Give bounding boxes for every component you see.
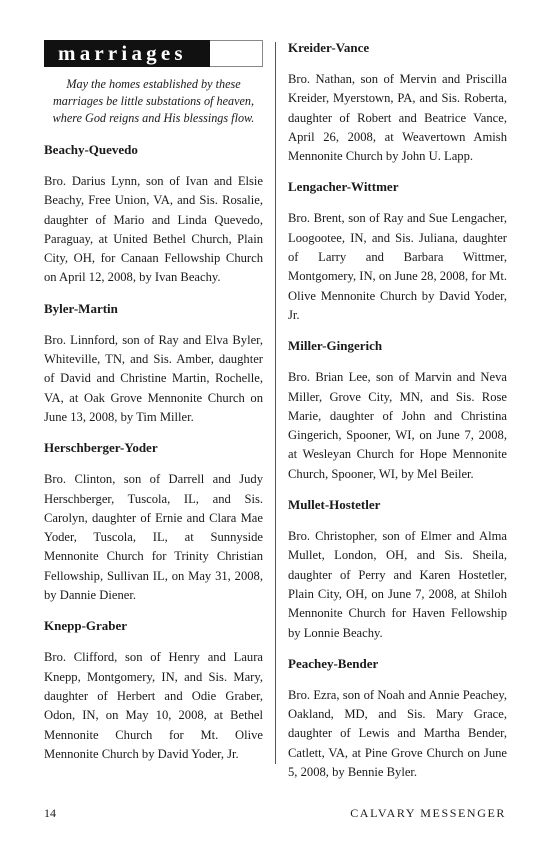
entry-text: Bro. Clinton, son of Darrell and Judy Herschberger, Tuscola, IL, and Sis. Carolyn, daughter of Ernie and Clara Mae Yoder, Tuscola, IL, at Sunnyside Mennonite Church for Trinity Christian Fellowship, Sullivan IL, on May 31, 2008, by Dannie Diener. [44,472,263,603]
entry-text: Bro. Ezra, son of Noah and Annie Peachey, Oakland, MD, and Sis. Mary Grace, daughter of Lewis and Martha Bender, Catlett, VA, at Pine Grove Church on June 5, 2008, by Bennie Byler. [288,687,507,780]
entry-name: Lengacher-Wittmer [288,179,399,195]
right-column [288,40,507,795]
entry-text: Bro. Brian Lee, son of Marvin and Neva Miller, Grove City, MN, and Sis. Rose Marie, daughter of John and Christina Gingerich, Spooner, WI, on June 7, 2008, at Wesleyan Church for Hope Mennonite Church, Spooner, WI, by Mel Beiler. [288,370,507,481]
page-number: 14 [44,806,56,820]
publication-name: CALVARY MESSENGER [350,806,506,820]
entry-name: Kreider-Vance [288,40,370,55]
entry-name: Peachey-Bender [288,655,379,671]
entry-name: Herschberger-Yoder [44,440,158,456]
entry-name: Mullet-Hostetler [288,497,381,513]
section-title: marriages [44,40,210,67]
entry-text: Bro. Christopher, son of Elmer and Alma Mullet, London, OH, and Sis. Sheila, daughter of Perry and Karen Hostetler, Plain City, OH, on June 7, 2008, at Shiloh Mennonite Church for Haven Fellowship by Lonnie Beachy. [288,529,507,640]
entry-text: Bro. Linnford, son of Ray and Elva Byler, Whiteville, TN, and Sis. Amber, daughter of David and Christine Martin, Rochelle, VA, at Oak Grove Mennonite Church on June 13, 2008, by Tim Miller. [44,332,263,424]
entry-name: Beachy-Quevedo [44,142,138,157]
left-column [44,40,263,777]
entry-name: Byler-Martin [44,300,118,316]
entry-text: Bro. Darius Lynn, son of Ivan and Elsie Beachy, Free Union, VA, and Sis. Rosalie, daughter of Mario and Linda Quevedo, Paraguay, at United Bethel Church, Plain City, OH, for Canaan Fellowship Church on April 12, 2008, by Ivan Beachy. [44,174,263,285]
entry-text: Bro. Brent, son of Ray and Sue Lengacher, Loogootee, IN, and Sis. Juliana, daughter of Larry and Barbara Wittmer, Montgomery, IN, on June 28, 2008, for Mt. Olive Mennonite Church by David Yoder, Jr. [288,211,507,322]
entry-text: Bro. Clifford, son of Henry and Laura Knepp, Montgomery, IN, and Sis. Mary, daughter of Herbert and Odie Graber, Odon, IN, on May 10, 2008, at Bethel Mennonite Church for Mt. Olive Mennonite Church by David Yoder, Jr. [44,650,263,761]
column-divider [275,42,276,764]
intro-text: May the homes established by these marriages be little substations of heaven, where God reigns and His blessings flow. [52,77,255,125]
entry-name: Knepp-Graber [44,618,128,634]
section-banner [44,40,263,67]
entry-text: Bro. Nathan, son of Mervin and Priscilla Kreider, Myerstown, PA, and Sis. Roberta, daughter of Robert and Beatrice Vance, April 26, 2008, at Weavertown Amish Mennonite Church by John U. Lapp. [288,72,507,164]
entry-name: Miller-Gingerich [288,338,383,354]
